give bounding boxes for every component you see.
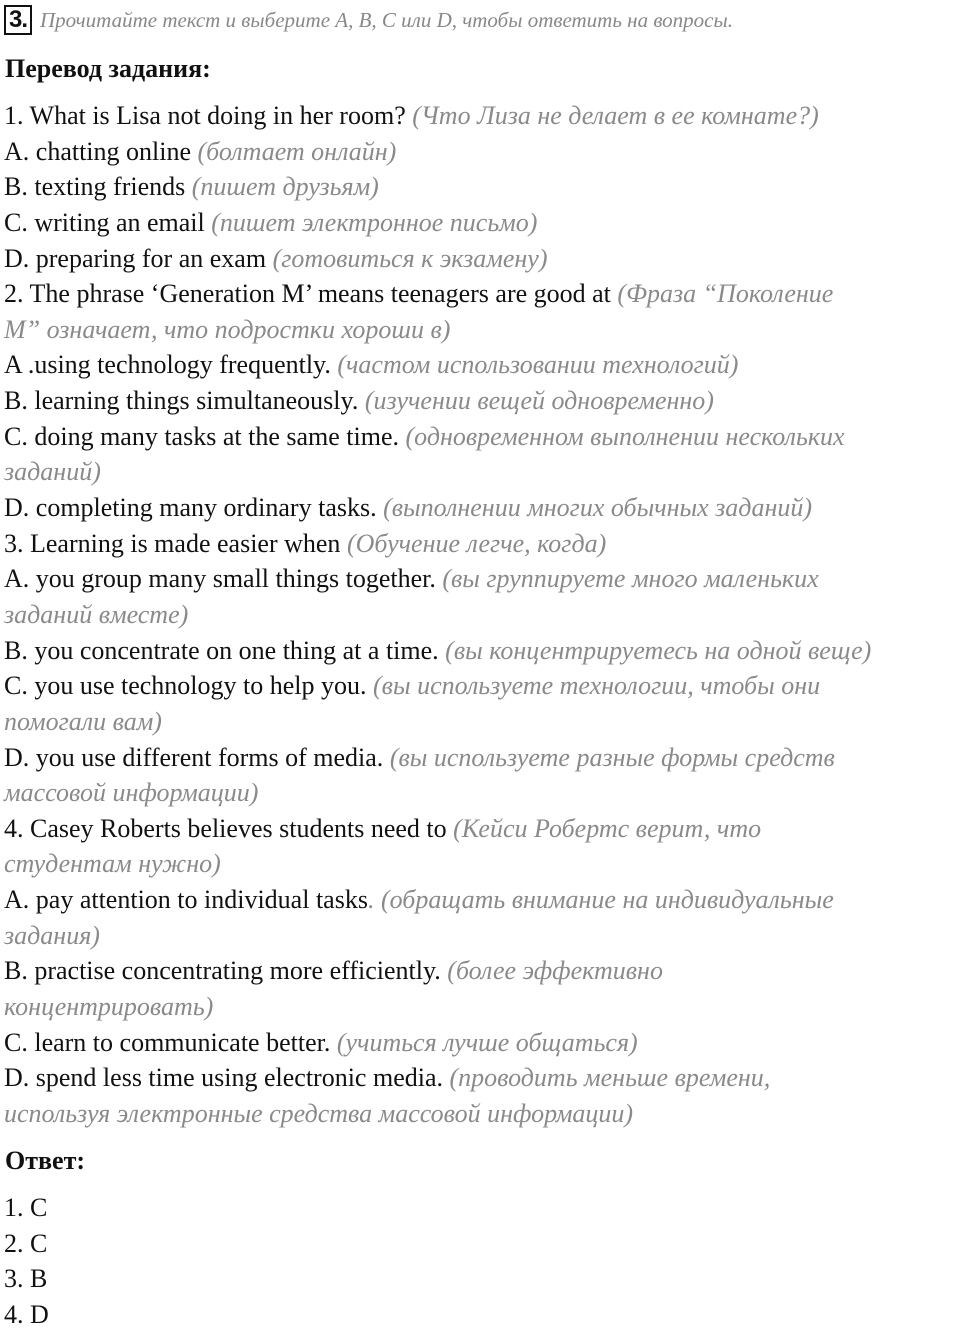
translation-line	[4, 668, 960, 704]
task-instruction: Прочитайте текст и выберите A, B, C или D, чтобы ответить на вопросы.	[40, 8, 733, 33]
translation-line	[4, 454, 960, 490]
russian-translation: помогали вам)	[4, 707, 162, 736]
russian-translation: (изучении вещей одновременно)	[365, 386, 714, 415]
english-text: D. completing many ordinary tasks.	[4, 493, 383, 522]
translation-line	[4, 561, 960, 597]
russian-translation: заданий вместе)	[4, 600, 188, 629]
russian-translation: используя электронные средства массовой информации)	[4, 1099, 633, 1128]
russian-translation: (вы группируете много маленьких	[442, 564, 818, 593]
russian-translation: студентам нужно)	[4, 849, 221, 878]
english-text: A. pay attention to individual tasks	[4, 885, 368, 914]
translation-line	[4, 383, 960, 419]
russian-translation: (выполнении многих обычных заданий)	[383, 493, 812, 522]
english-text: 4. Casey Roberts believes students need to	[4, 814, 453, 843]
translation-line	[4, 241, 960, 277]
task-number: 3.	[4, 5, 32, 35]
russian-translation: (Кейси Робертс верит, что	[453, 814, 761, 843]
russian-translation: (частом использовании технологий)	[337, 350, 738, 379]
russian-translation: (более эффективно	[447, 956, 663, 985]
answer-item: 3. B	[4, 1261, 49, 1297]
translation-line	[4, 134, 960, 170]
russian-translation: (Что Лиза не делает в ее комнате?)	[412, 101, 819, 130]
translation-line	[4, 205, 960, 241]
translation-line	[4, 312, 960, 348]
translation-line	[4, 740, 960, 776]
russian-translation: концентрировать)	[4, 992, 213, 1021]
translation-line	[4, 704, 960, 740]
translation-line	[4, 347, 960, 383]
russian-translation: массовой информации)	[4, 778, 258, 807]
russian-translation: (болтает онлайн)	[198, 137, 397, 166]
russian-translation: (проводить меньше времени,	[450, 1063, 771, 1092]
translation-line	[4, 918, 960, 954]
translation-line	[4, 633, 960, 669]
english-text: A. chatting online	[4, 137, 198, 166]
russian-translation: (вы используете технологии, чтобы они	[373, 671, 820, 700]
english-text: D. spend less time using electronic media.	[4, 1063, 450, 1092]
english-text: C. doing many tasks at the same time.	[4, 422, 406, 451]
english-text: C. you use technology to help you.	[4, 671, 373, 700]
translation-title: Перевод задания:	[5, 54, 211, 84]
translation-lines	[4, 98, 960, 1132]
english-text: 1. What is Lisa not doing in her room?	[4, 101, 412, 130]
english-text: D. you use different forms of media.	[4, 743, 390, 772]
answer-item: 2. C	[4, 1226, 49, 1262]
answer-title: Ответ:	[5, 1146, 85, 1176]
answer-list	[4, 1190, 49, 1332]
english-text: C. learn to communicate better.	[4, 1028, 337, 1057]
english-text: A. you group many small things together.	[4, 564, 442, 593]
russian-translation: заданий)	[4, 457, 101, 486]
answer-item: 1. C	[4, 1190, 49, 1226]
english-text: B. practise concentrating more efficiently.	[4, 956, 447, 985]
english-text: 3. Learning is made easier when	[4, 529, 347, 558]
translation-line	[4, 882, 960, 918]
english-text: 2. The phrase ‘Generation M’ means teenagers are good at	[4, 279, 617, 308]
russian-translation: (вы используете разные формы средств	[390, 743, 835, 772]
english-text: A .using technology frequently.	[4, 350, 337, 379]
russian-translation: (вы концентрируетесь на одной веще)	[445, 636, 871, 665]
russian-translation: (учиться лучше общаться)	[337, 1028, 638, 1057]
translation-line	[4, 419, 960, 455]
translation-line	[4, 989, 960, 1025]
translation-line	[4, 953, 960, 989]
english-text: B. learning things simultaneously.	[4, 386, 365, 415]
russian-translation: (Фраза “Поколение	[617, 279, 833, 308]
translation-line	[4, 811, 960, 847]
translation-line	[4, 597, 960, 633]
translation-line	[4, 846, 960, 882]
russian-translation: (пишет электронное письмо)	[211, 208, 537, 237]
english-text: D. preparing for an exam	[4, 244, 273, 273]
answer-item: 4. D	[4, 1297, 49, 1332]
russian-translation: (пишет друзьям)	[192, 172, 379, 201]
russian-translation: . (обращать внимание на индивидуальные	[368, 885, 834, 914]
task-header	[4, 3, 733, 37]
russian-translation: М” означает, что подростки хороши в)	[4, 315, 450, 344]
english-text: C. writing an email	[4, 208, 211, 237]
translation-line	[4, 1025, 960, 1061]
translation-line	[4, 775, 960, 811]
translation-line	[4, 490, 960, 526]
russian-translation: (готовиться к экзамену)	[273, 244, 548, 273]
translation-line	[4, 1060, 960, 1096]
translation-line	[4, 1096, 960, 1132]
translation-line	[4, 98, 960, 134]
english-text: B. you concentrate on one thing at a time.	[4, 636, 445, 665]
english-text: B. texting friends	[4, 172, 192, 201]
russian-translation: задания)	[4, 921, 100, 950]
translation-line	[4, 526, 960, 562]
russian-translation: (одновременном выполнении нескольких	[406, 422, 845, 451]
russian-translation: (Обучение легче, когда)	[347, 529, 606, 558]
translation-line	[4, 169, 960, 205]
translation-line	[4, 276, 960, 312]
